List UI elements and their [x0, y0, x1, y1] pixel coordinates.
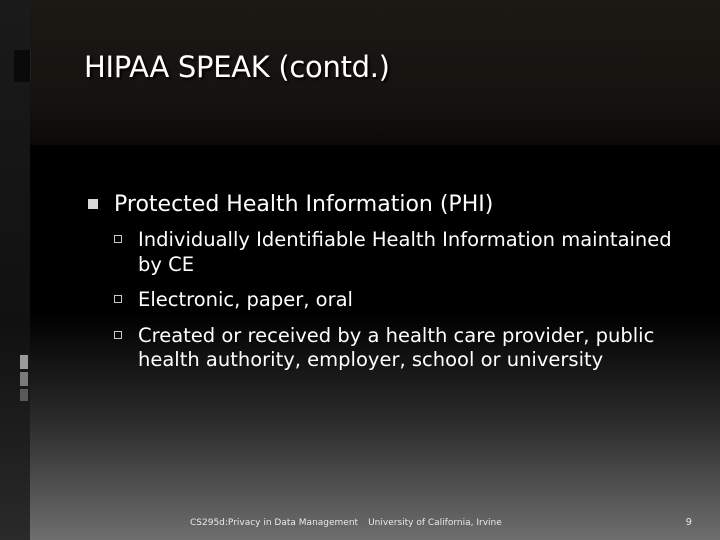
bullet-item: [88, 190, 698, 220]
square-bullet-icon: [88, 199, 98, 209]
page-number: 9: [685, 517, 692, 528]
sub-bullet-text: Created or received by a health care provider, public health authority, employer, school or university: [138, 323, 655, 371]
bullet-text: Protected Health Information (PHI): [114, 192, 494, 217]
hollow-square-bullet-icon: [114, 331, 122, 339]
decorative-block: [20, 355, 28, 369]
slide-title: HIPAA SPEAK (contd.): [84, 50, 390, 84]
sub-bullet-item: [88, 228, 698, 277]
sub-bullet-item: [88, 288, 698, 313]
sub-bullet-text: Individually Identifiable Health Information maintained by CE: [138, 228, 672, 276]
decorative-block: [20, 389, 28, 401]
hollow-square-bullet-icon: [114, 235, 122, 243]
decorative-block: [14, 50, 31, 82]
decorative-block: [20, 372, 28, 386]
sub-bullet-text: Electronic, paper, oral: [138, 288, 353, 311]
footer-course: CS295d:Privacy in Data Management: [190, 518, 359, 528]
bullet-list: [88, 190, 698, 384]
sub-bullet-item: [88, 324, 698, 373]
hollow-square-bullet-icon: [114, 295, 122, 303]
slide-footer: [190, 518, 502, 528]
sub-bullet-list: [88, 228, 698, 373]
footer-institution: University of California, Irvine: [368, 518, 502, 528]
